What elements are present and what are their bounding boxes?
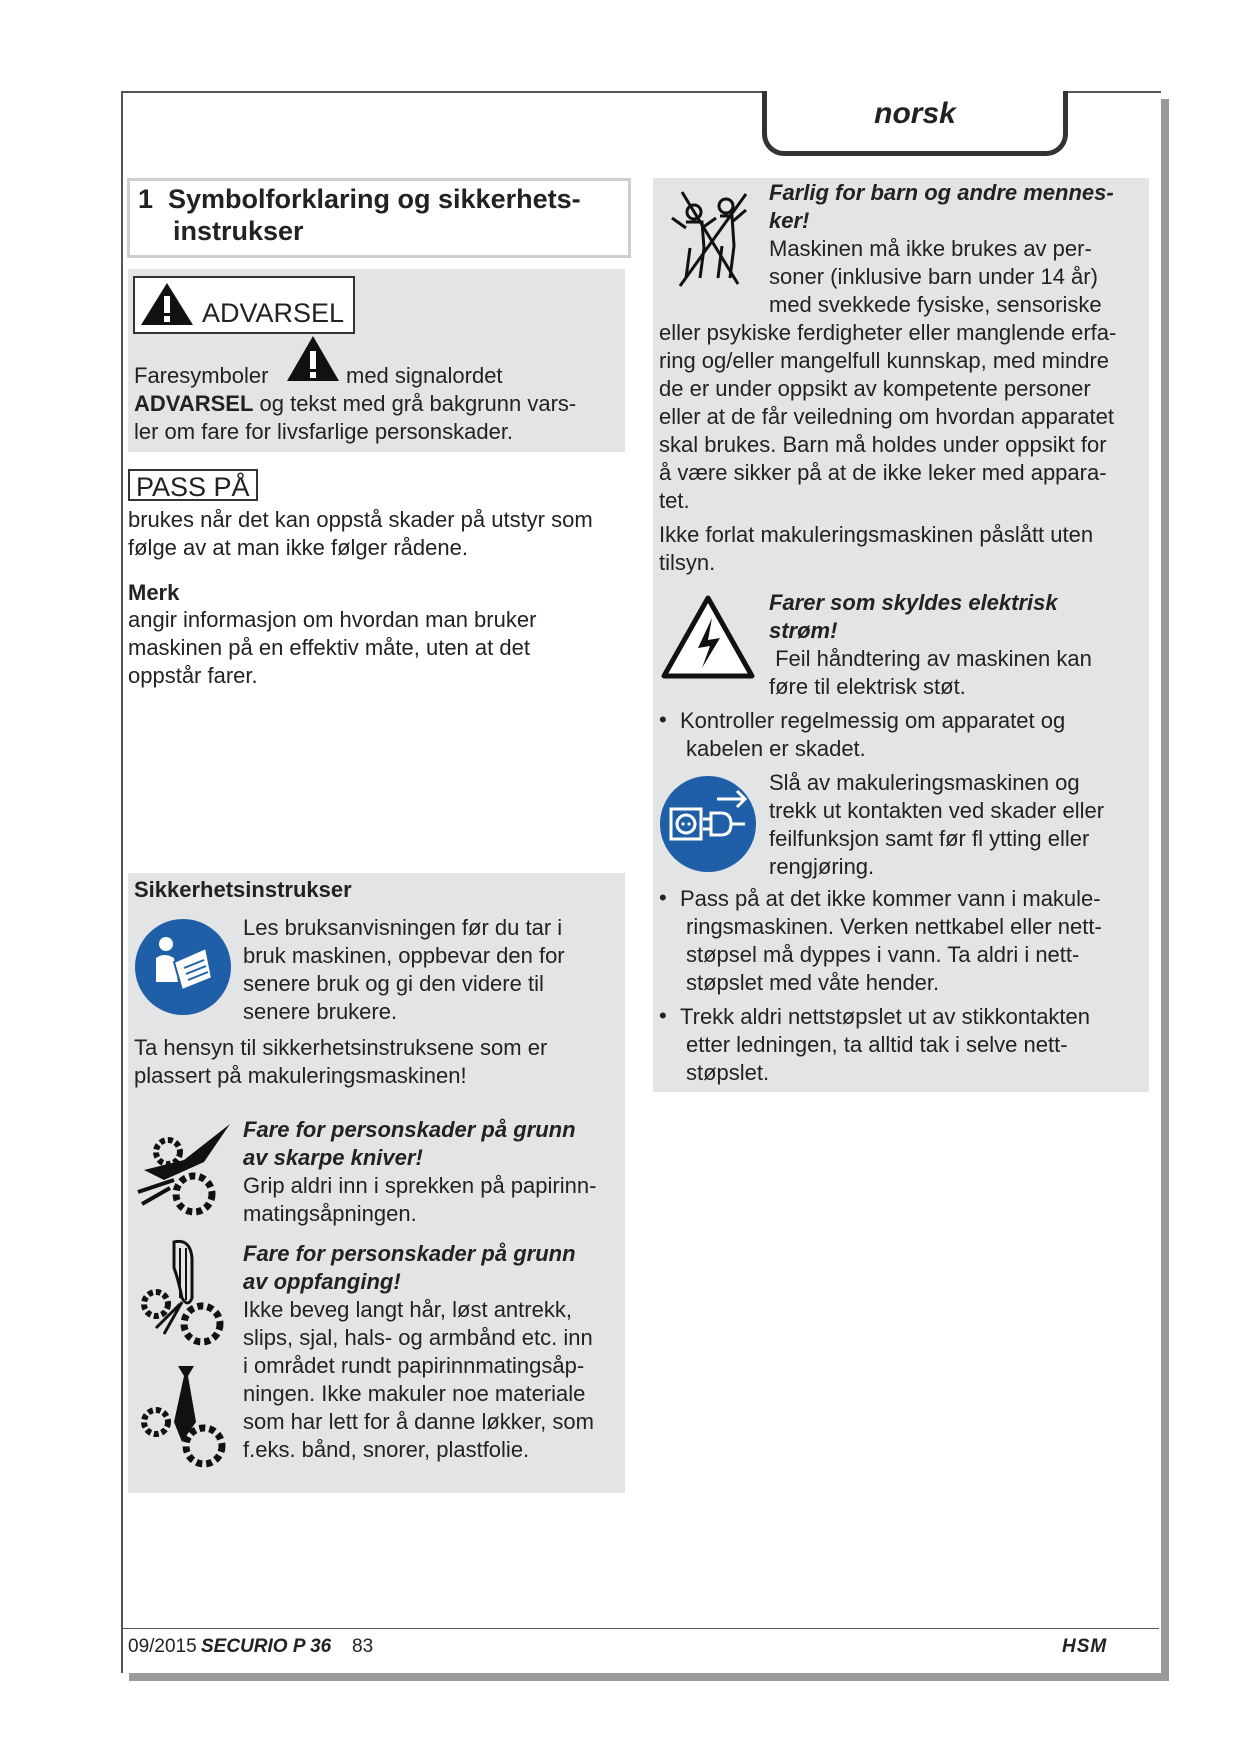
- bullet-icon: •: [659, 1003, 667, 1028]
- bullet-line: støpsel må dyppes i vann. Ta aldri i nett-: [686, 942, 1080, 967]
- observe-line: Ta hensyn til sikkerhetsinstruksene som er: [134, 1035, 548, 1060]
- read-line: senere bruk og gi den videre til: [243, 971, 544, 996]
- children-heading: ker!: [769, 208, 810, 233]
- electric-line: Feil håndtering av maskinen kan: [769, 646, 1092, 671]
- bullet-line: Pass på at det ikke kommer vann i makule-: [680, 886, 1101, 911]
- bullet-line: etter ledningen, ta alltid tak i selve nett-: [686, 1032, 1068, 1057]
- knives-line: matingsåpningen.: [243, 1201, 417, 1226]
- note-line: maskinen på en effektiv måte, uten at det: [128, 635, 530, 660]
- bullet-line: Kontroller regelmessig om apparatet og: [680, 708, 1066, 733]
- children-line: eller psykiske ferdigheter eller manglende erfa-: [659, 320, 1117, 345]
- bullet-icon: •: [659, 885, 667, 910]
- children-heading: Farlig for barn og andre mennes-: [769, 180, 1114, 205]
- safety-title: Sikkerhetsinstrukser: [134, 877, 352, 902]
- entanglement-line: Ikke beveg langt hår, løst antrekk,: [243, 1297, 572, 1322]
- section-title-line: instrukser: [173, 216, 304, 246]
- children-line: Maskinen må ikke brukes av per-: [769, 236, 1092, 261]
- unplug-line: feilfunksjon samt før fl ytting eller: [769, 826, 1090, 851]
- unplug-line: rengjøring.: [769, 854, 875, 879]
- knives-line: Grip aldri inn i sprekken på papirinn-: [243, 1173, 597, 1198]
- entanglement-line: slips, sjal, hals- og armbånd etc. inn: [243, 1325, 593, 1350]
- warning-line: ADVARSEL og tekst med grå bakgrunn vars-: [134, 391, 577, 416]
- bullet-line: støpslet.: [686, 1060, 770, 1085]
- caution-label: PASS PÅ: [128, 469, 258, 501]
- tie-entanglement-icon: [134, 1362, 234, 1472]
- entanglement-line: i området rundt papirinnmatingsåp-: [243, 1353, 585, 1378]
- entanglement-heading: Fare for personskader på grunn: [243, 1241, 576, 1266]
- unplug-mandatory-icon: [659, 775, 757, 873]
- warning-line: med signalordet: [346, 363, 503, 388]
- caution-line: brukes når det kan oppstå skader på utstyr som: [128, 507, 593, 532]
- section-title-line: Symbolforklaring og sikkerhets-: [168, 184, 581, 214]
- bullet-line: kabelen er skadet.: [686, 736, 866, 761]
- unplug-line: trekk ut kontakten ved skader eller: [769, 798, 1105, 823]
- children-line: ring og/eller mangelfull kunnskap, med mindre: [659, 348, 1110, 373]
- note-line: oppstår farer.: [128, 663, 258, 688]
- entanglement-line: som har lett for å danne løkker, som: [243, 1409, 594, 1434]
- footer-divider: [123, 1628, 1159, 1629]
- bullet-line: ringsmaskinen. Verken nettkabel eller nett-: [686, 914, 1102, 939]
- warning-line: ler om fare for livsfarlige personskader.: [134, 419, 514, 444]
- section-number: 1: [138, 184, 154, 214]
- children-line: eller at de får veiledning om hvordan apparatet: [659, 404, 1114, 429]
- language-tab: norsk: [762, 91, 1068, 156]
- read-line: Les bruksanvisningen før du tar i: [243, 915, 563, 940]
- entanglement-heading: av oppfanging!: [243, 1269, 401, 1294]
- warning-word: ADVARSEL: [202, 298, 345, 328]
- unplug-line: Slå av makuleringsmaskinen og: [769, 770, 1080, 795]
- children-line: tet.: [659, 488, 690, 513]
- unattended-line: Ikke forlat makuleringsmaskinen påslått uten: [659, 522, 1094, 547]
- note-line: angir informasjon om hvordan man bruker: [128, 607, 537, 632]
- entanglement-line: f.eks. bånd, snorer, plastfolie.: [243, 1437, 530, 1462]
- children-line: med svekkede fysiske, sensoriske: [769, 292, 1102, 317]
- electric-heading: Farer som skyldes elektrisk: [769, 590, 1058, 615]
- footer-date: 09/2015: [128, 1636, 197, 1657]
- read-manual-icon: [134, 918, 232, 1016]
- caution-line: følge av at man ikke følger rådene.: [128, 535, 468, 560]
- warning-triangle-icon: [285, 334, 341, 384]
- observe-line: plassert på makuleringsmaskinen!: [134, 1063, 467, 1088]
- electric-heading: strøm!: [769, 618, 838, 643]
- knives-heading: av skarpe kniver!: [243, 1145, 423, 1170]
- footer-page-number: 83: [352, 1636, 374, 1657]
- warning-label: [133, 276, 355, 334]
- warning-triangle-icon: [139, 281, 195, 327]
- children-line: å være sikker på at de ikke leker med appara-: [659, 460, 1107, 485]
- bullet-line: støpslet med våte hender.: [686, 970, 940, 995]
- bullet-line: Trekk aldri nettstøpslet ut av stikkontakten: [680, 1004, 1091, 1029]
- children-line: soner (inklusive barn under 14 år): [769, 264, 1098, 289]
- bullet-icon: •: [659, 707, 667, 732]
- electric-hazard-icon: [660, 594, 756, 680]
- children-prohibited-icon: [666, 188, 752, 288]
- read-line: bruk maskinen, oppbevar den for: [243, 943, 565, 968]
- section-title: [127, 178, 631, 258]
- unattended-line: tilsyn.: [659, 550, 716, 575]
- read-line: senere brukere.: [243, 999, 398, 1024]
- footer-brand-logo: HSM: [1062, 1636, 1108, 1657]
- sharp-knives-hazard-icon: [134, 1122, 234, 1222]
- warning-line: Faresymboler: [134, 363, 269, 388]
- knives-heading: Fare for personskader på grunn: [243, 1117, 576, 1142]
- entanglement-line: ningen. Ikke makuler noe materiale: [243, 1381, 586, 1406]
- note-title: Merk: [128, 580, 180, 605]
- children-line: skal brukes. Barn må holdes under oppsikt for: [659, 432, 1107, 457]
- footer-model: SECURIO P 36: [201, 1636, 332, 1657]
- children-line: de er under oppsikt av kompetente personer: [659, 376, 1091, 401]
- hair-entanglement-icon: [134, 1238, 234, 1348]
- electric-line: føre til elektrisk støt.: [769, 674, 966, 699]
